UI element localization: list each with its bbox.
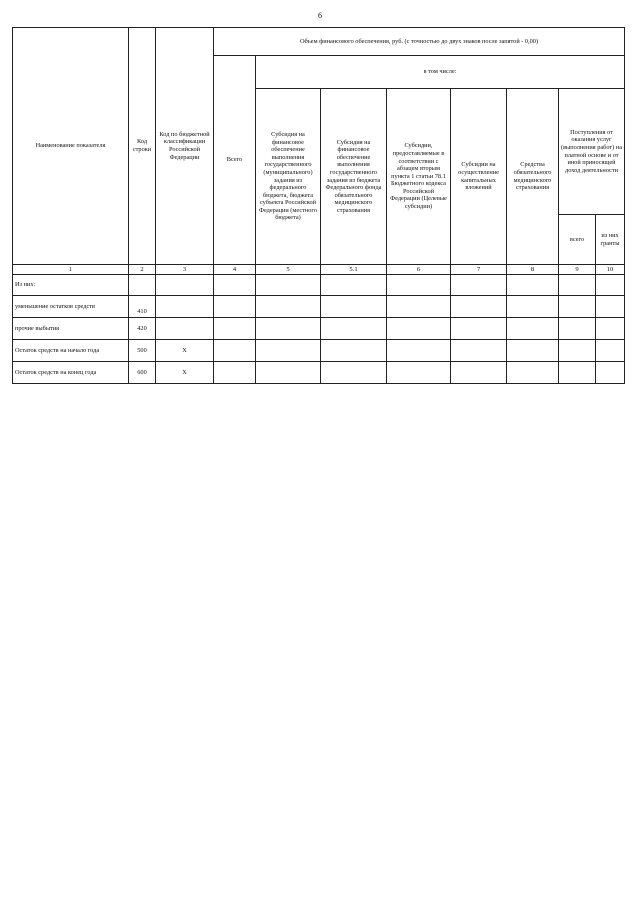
row-code: 410 bbox=[129, 296, 156, 318]
col-number: 9 bbox=[559, 265, 596, 275]
row-kbk bbox=[156, 275, 214, 296]
header-col-10: из них гранты bbox=[596, 215, 625, 265]
column-number-row bbox=[13, 265, 625, 275]
page-number: 6 bbox=[318, 11, 322, 20]
col-number: 10 bbox=[596, 265, 625, 275]
row-kbk: X bbox=[156, 340, 214, 362]
row-kbk bbox=[156, 296, 214, 318]
header-code: Код строки bbox=[129, 28, 156, 265]
finance-table bbox=[12, 27, 625, 384]
col-number: 5.1 bbox=[321, 265, 387, 275]
col-number: 4 bbox=[214, 265, 256, 275]
header-kbk: Код по бюджетной классификации Российской Федерации bbox=[156, 28, 214, 265]
header-col-5: Субсидия на финансовое обеспечение выполнения государственного (муниципального) задания из федерального бюджета, бюджета субъекта Российской Федерации (местного бюджета) bbox=[256, 89, 321, 265]
col-number: 5 bbox=[256, 265, 321, 275]
col-number: 1 bbox=[13, 265, 129, 275]
header-col-8: Средства обязательного медицинского страхования bbox=[507, 89, 559, 265]
header-col-7: Субсидии на осуществление капитальных вложений bbox=[451, 89, 507, 265]
row-label: прочие выбытия bbox=[13, 318, 129, 340]
header-volume: Объем финансового обеспечения, руб. (с точностью до двух знаков после запятой - 0,00) bbox=[214, 28, 625, 56]
header-col-5-1: Субсидия на финансовое обеспечение выполнения государственного задания из бюджета Федерального фонда обязательного медицинского страхования bbox=[321, 89, 387, 265]
row-kbk bbox=[156, 318, 214, 340]
table-row bbox=[13, 340, 625, 362]
header-total: Всего bbox=[214, 56, 256, 265]
header-col-9-10: Поступления от оказания услуг (выполнения работ) на платной основе и от иной приносящей доход деятельности bbox=[559, 89, 625, 215]
row-code: 500 bbox=[129, 340, 156, 362]
table-row bbox=[13, 275, 625, 296]
row-code: 420 bbox=[129, 318, 156, 340]
header-name: Наименование показателя bbox=[13, 28, 129, 265]
row-label: Из них: bbox=[13, 275, 129, 296]
header-including: в том числе: bbox=[256, 56, 625, 89]
col-number: 7 bbox=[451, 265, 507, 275]
row-code: 600 bbox=[129, 362, 156, 384]
table-row bbox=[13, 362, 625, 384]
table-row bbox=[13, 296, 625, 318]
header-col-9: всего bbox=[559, 215, 596, 265]
row-label: Остаток средств на конец года bbox=[13, 362, 129, 384]
col-number: 3 bbox=[156, 265, 214, 275]
col-number: 6 bbox=[387, 265, 451, 275]
header-col-6: Субсидии, предоставляемые в соответствии с абзацем вторым пункта 1 статьи 78.1 Бюджетного кодекса Российской Федерации (Целевые субсидии) bbox=[387, 89, 451, 265]
table-row bbox=[13, 318, 625, 340]
row-label: Остаток средств на начало года bbox=[13, 340, 129, 362]
row-code bbox=[129, 275, 156, 296]
col-number: 8 bbox=[507, 265, 559, 275]
row-kbk: X bbox=[156, 362, 214, 384]
col-number: 2 bbox=[129, 265, 156, 275]
row-label: уменьшение остатков средств bbox=[13, 296, 129, 318]
